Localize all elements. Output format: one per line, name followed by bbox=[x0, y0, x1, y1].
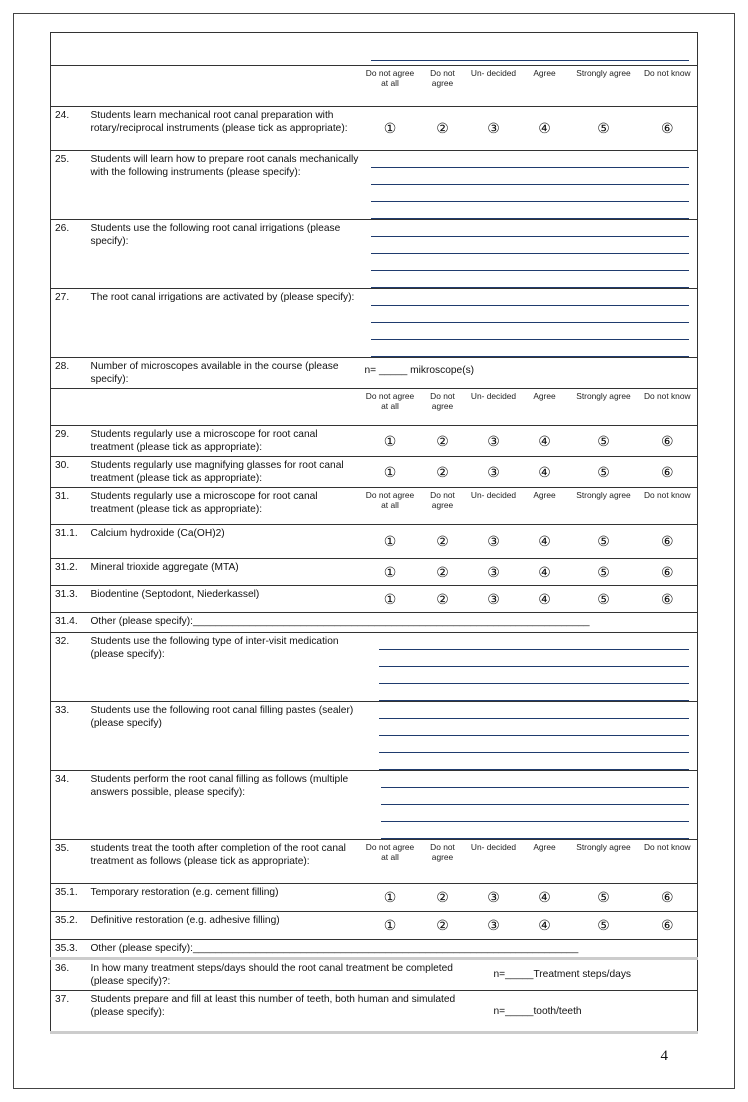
question-number: 35. bbox=[51, 840, 89, 884]
answer-line[interactable] bbox=[379, 684, 690, 701]
option-circle[interactable]: ① bbox=[363, 912, 418, 940]
teeth-count-field[interactable]: n=_____tooth/teeth bbox=[468, 991, 698, 1033]
answer-line[interactable] bbox=[371, 185, 690, 202]
question-row bbox=[51, 840, 698, 884]
question-row bbox=[51, 991, 698, 1033]
option-circle[interactable]: ② bbox=[418, 426, 468, 457]
answer-line[interactable] bbox=[371, 151, 690, 168]
option-circle[interactable]: ⑤ bbox=[570, 457, 638, 488]
option-circle[interactable]: ① bbox=[363, 107, 418, 151]
answer-line[interactable] bbox=[379, 753, 690, 770]
option-circle[interactable]: ⑤ bbox=[570, 426, 638, 457]
answer-line[interactable] bbox=[371, 323, 690, 340]
scale-header: Do not know bbox=[638, 488, 698, 525]
option-circle[interactable]: ③ bbox=[468, 525, 520, 559]
question-number: 30. bbox=[51, 457, 89, 488]
question-text: Calcium hydroxide (Ca(OH)2) bbox=[89, 525, 363, 559]
answer-line[interactable] bbox=[379, 650, 690, 667]
answer-line[interactable] bbox=[371, 254, 690, 271]
option-circle[interactable]: ⑥ bbox=[638, 586, 698, 613]
answer-line[interactable] bbox=[381, 822, 690, 839]
option-circle[interactable]: ④ bbox=[520, 559, 570, 586]
answer-line[interactable] bbox=[371, 237, 690, 254]
option-circle[interactable]: ④ bbox=[520, 457, 570, 488]
scale-header: Do not agree at all bbox=[363, 488, 418, 525]
scale-header: Strongly agree bbox=[570, 488, 638, 525]
scale-header: Strongly agree bbox=[570, 840, 638, 884]
option-circle[interactable]: ③ bbox=[468, 912, 520, 940]
question-number: 32. bbox=[51, 633, 89, 702]
question-row bbox=[51, 940, 698, 959]
scale-header-row bbox=[51, 389, 698, 426]
microscope-count-field[interactable]: n= _____ mikroscope(s) bbox=[363, 358, 698, 389]
option-circle[interactable]: ⑥ bbox=[638, 559, 698, 586]
option-circle[interactable]: ① bbox=[363, 559, 418, 586]
question-text: Definitive restoration (e.g. adhesive filling) bbox=[89, 912, 363, 940]
scale-header: Do not know bbox=[638, 389, 698, 426]
question-text: Students use the following root canal filling pastes (sealer) (please specify) bbox=[89, 702, 363, 771]
question-text: Students will learn how to prepare root canals mechanically with the following instruments (please specify): bbox=[89, 151, 363, 220]
question-number: 31.3. bbox=[51, 586, 89, 613]
scale-header: Do not agree at all bbox=[363, 389, 418, 426]
scale-header: Do not know bbox=[638, 66, 698, 107]
option-circle[interactable]: ⑤ bbox=[570, 559, 638, 586]
option-circle[interactable]: ② bbox=[418, 107, 468, 151]
scale-header: Do not agree bbox=[418, 66, 468, 107]
answer-line[interactable] bbox=[371, 340, 690, 357]
scale-header: Do not know bbox=[638, 840, 698, 884]
scale-header: Strongly agree bbox=[570, 389, 638, 426]
option-circle[interactable]: ① bbox=[363, 457, 418, 488]
scale-header: Do not agree bbox=[418, 488, 468, 525]
answer-line[interactable] bbox=[371, 44, 690, 61]
scale-header: Agree bbox=[520, 66, 570, 107]
question-row bbox=[51, 289, 698, 358]
question-text: students treat the tooth after completion of the root canal treatment as follows (please tick as appropriate): bbox=[89, 840, 363, 884]
option-circle[interactable]: ④ bbox=[520, 884, 570, 912]
question-text: Mineral trioxide aggregate (MTA) bbox=[89, 559, 363, 586]
question-row bbox=[51, 959, 698, 991]
option-circle[interactable]: ④ bbox=[520, 426, 570, 457]
option-circle[interactable]: ⑤ bbox=[570, 586, 638, 613]
question-number: 34. bbox=[51, 771, 89, 840]
question-text: Biodentine (Septodont, Niederkassel) bbox=[89, 586, 363, 613]
option-circle[interactable]: ② bbox=[418, 586, 468, 613]
answer-line[interactable] bbox=[379, 633, 690, 650]
question-row bbox=[51, 358, 698, 389]
answer-line[interactable] bbox=[371, 306, 690, 323]
option-circle[interactable]: ① bbox=[363, 426, 418, 457]
option-circle[interactable]: ⑥ bbox=[638, 525, 698, 559]
question-row bbox=[51, 151, 698, 220]
question-text: Students prepare and fill at least this number of teeth, both human and simulated (please specify): bbox=[89, 991, 468, 1033]
question-number: 33. bbox=[51, 702, 89, 771]
question-number: 35.3. bbox=[51, 940, 89, 959]
questionnaire-table bbox=[50, 32, 698, 1034]
answer-line[interactable] bbox=[381, 805, 690, 822]
question-number: 31.1. bbox=[51, 525, 89, 559]
answer-line[interactable] bbox=[371, 220, 690, 237]
option-circle[interactable]: ⑤ bbox=[570, 107, 638, 151]
question-row bbox=[51, 220, 698, 289]
question-text: In how many treatment steps/days should the root canal treatment be completed (please specify)?: bbox=[89, 959, 468, 991]
question-number: 27. bbox=[51, 289, 89, 358]
option-circle[interactable]: ① bbox=[363, 586, 418, 613]
option-circle[interactable]: ③ bbox=[468, 884, 520, 912]
question-text: Temporary restoration (e.g. cement filling) bbox=[89, 884, 363, 912]
answer-line[interactable] bbox=[379, 719, 690, 736]
option-circle[interactable]: ② bbox=[418, 912, 468, 940]
question-text: Students perform the root canal filling as follows (multiple answers possible, please specify): bbox=[89, 771, 363, 840]
scale-header: Do not agree bbox=[418, 389, 468, 426]
scale-header-row bbox=[51, 66, 698, 107]
question-text: Students regularly use magnifying glasses for root canal treatment (please tick as appropriate): bbox=[89, 457, 363, 488]
question-number: 29. bbox=[51, 426, 89, 457]
question-row bbox=[51, 633, 698, 702]
question-text: The root canal irrigations are activated by (please specify): bbox=[89, 289, 363, 358]
question-number: 28. bbox=[51, 358, 89, 389]
option-circle[interactable]: ④ bbox=[520, 107, 570, 151]
option-circle[interactable]: ⑤ bbox=[570, 884, 638, 912]
page-number: 4 bbox=[660, 1048, 668, 1064]
scale-header: Do not agree bbox=[418, 840, 468, 884]
scale-header: Agree bbox=[520, 389, 570, 426]
option-circle[interactable]: ④ bbox=[520, 586, 570, 613]
question-row bbox=[51, 912, 698, 940]
question-row bbox=[51, 613, 698, 633]
question-row bbox=[51, 586, 698, 613]
scale-header: Do not agree at all bbox=[363, 840, 418, 884]
question-row bbox=[51, 884, 698, 912]
answer-line[interactable] bbox=[381, 788, 690, 805]
option-circle[interactable]: ③ bbox=[468, 559, 520, 586]
question-row bbox=[51, 702, 698, 771]
question-row bbox=[51, 559, 698, 586]
question-text: Students learn mechanical root canal preparation with rotary/reciprocal instruments (please tick as appropriate): bbox=[89, 107, 363, 151]
answer-line[interactable] bbox=[371, 168, 690, 185]
option-circle[interactable]: ② bbox=[418, 525, 468, 559]
option-circle[interactable]: ② bbox=[418, 457, 468, 488]
answer-line[interactable] bbox=[379, 702, 690, 719]
answer-line[interactable] bbox=[379, 667, 690, 684]
option-circle[interactable]: ③ bbox=[468, 457, 520, 488]
option-circle[interactable]: ① bbox=[363, 525, 418, 559]
question-text: Number of microscopes available in the course (please specify): bbox=[89, 358, 363, 389]
scale-header: Do not agree at all bbox=[363, 66, 418, 107]
option-circle[interactable]: ⑥ bbox=[638, 107, 698, 151]
answer-line[interactable] bbox=[381, 771, 690, 788]
question-number: 25. bbox=[51, 151, 89, 220]
option-circle[interactable]: ⑤ bbox=[570, 525, 638, 559]
question-number: 24. bbox=[51, 107, 89, 151]
scale-header: Strongly agree bbox=[570, 66, 638, 107]
question-number: 35.2. bbox=[51, 912, 89, 940]
question-text: Students regularly use a microscope for root canal treatment (please tick as appropriate): bbox=[89, 488, 363, 525]
option-circle[interactable]: ⑥ bbox=[638, 912, 698, 940]
answer-line[interactable] bbox=[371, 271, 690, 288]
question-row bbox=[51, 488, 698, 525]
question-text: Students regularly use a microscope for root canal treatment (please tick as appropriate): bbox=[89, 426, 363, 457]
option-circle[interactable]: ① bbox=[363, 884, 418, 912]
scale-header: Un- decided bbox=[468, 840, 520, 884]
option-circle[interactable]: ③ bbox=[468, 426, 520, 457]
question-text: Students use the following type of inter-visit medication (please specify): bbox=[89, 633, 363, 702]
option-circle[interactable]: ② bbox=[418, 884, 468, 912]
option-circle[interactable]: ② bbox=[418, 559, 468, 586]
question-number: 36. bbox=[51, 959, 89, 991]
option-circle[interactable]: ⑤ bbox=[570, 912, 638, 940]
scale-header: Un- decided bbox=[468, 66, 520, 107]
option-circle[interactable]: ④ bbox=[520, 912, 570, 940]
question-row bbox=[51, 525, 698, 559]
answer-line[interactable] bbox=[371, 289, 690, 306]
question-number: 26. bbox=[51, 220, 89, 289]
treatment-steps-field[interactable]: n=_____Treatment steps/days bbox=[468, 959, 698, 991]
answer-line[interactable] bbox=[379, 736, 690, 753]
other-specify-field[interactable]: Other (please specify):____________________________________________________________________ bbox=[89, 940, 698, 959]
question-row bbox=[51, 107, 698, 151]
option-circle[interactable]: ④ bbox=[520, 525, 570, 559]
option-circle[interactable]: ⑥ bbox=[638, 457, 698, 488]
option-circle[interactable]: ③ bbox=[468, 107, 520, 151]
question-row bbox=[51, 426, 698, 457]
question-number: 37. bbox=[51, 991, 89, 1033]
option-circle[interactable]: ⑥ bbox=[638, 884, 698, 912]
option-circle[interactable]: ⑥ bbox=[638, 426, 698, 457]
question-number: 31. bbox=[51, 488, 89, 525]
other-specify-field[interactable]: Other (please specify):______________________________________________________________________ bbox=[89, 613, 698, 633]
answer-line[interactable] bbox=[371, 202, 690, 219]
option-circle[interactable]: ③ bbox=[468, 586, 520, 613]
question-number: 31.4. bbox=[51, 613, 89, 633]
question-text: Students use the following root canal irrigations (please specify): bbox=[89, 220, 363, 289]
question-row bbox=[51, 771, 698, 840]
scale-header: Agree bbox=[520, 840, 570, 884]
scale-header: Un- decided bbox=[468, 488, 520, 525]
scale-header: Un- decided bbox=[468, 389, 520, 426]
question-number: 31.2. bbox=[51, 559, 89, 586]
question-number: 35.1. bbox=[51, 884, 89, 912]
top-blank-row bbox=[51, 33, 698, 66]
question-row bbox=[51, 457, 698, 488]
scale-header: Agree bbox=[520, 488, 570, 525]
